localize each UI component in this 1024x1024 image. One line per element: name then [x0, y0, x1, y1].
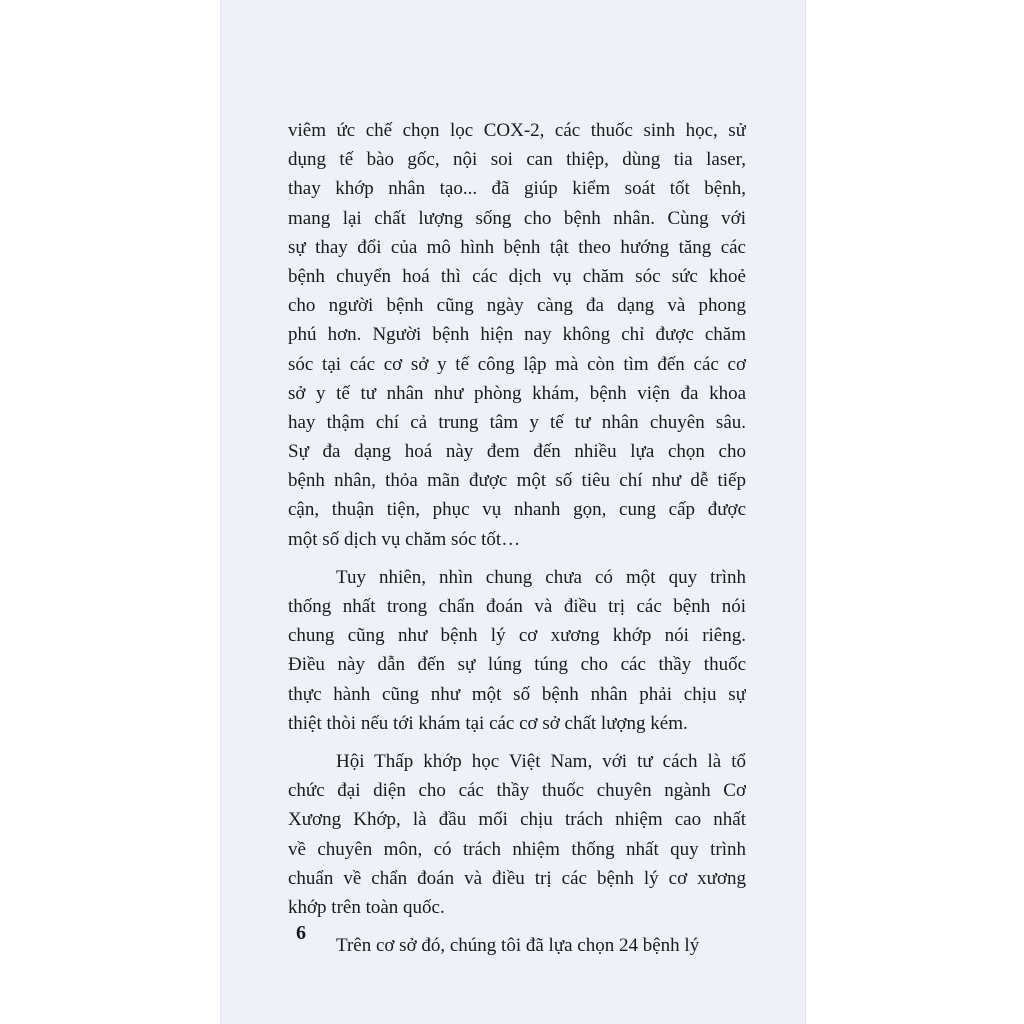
text-line: bệnh nhân, thỏa mãn được một số tiêu chí như dễ tiếp [288, 470, 746, 492]
text-line: khớp trên toàn quốc. [288, 896, 445, 918]
text-line: chức đại diện cho các thầy thuốc chuyên ngành Cơ [288, 780, 746, 802]
text-line: phú hơn. Người bệnh hiện nay không chỉ được chăm [288, 324, 746, 346]
text-line: về chuyên môn, có trách nhiệm thống nhất quy trình [288, 838, 746, 860]
text-line: Sự đa dạng hoá này đem đến nhiều lựa chọn cho [288, 441, 746, 463]
text-line: thay khớp nhân tạo... đã giúp kiểm soát tốt bệnh, [288, 178, 746, 200]
text-line: Tuy nhiên, nhìn chung chưa có một quy trình [336, 566, 746, 588]
text-line: chuẩn về chẩn đoán và điều trị các bệnh lý cơ xương [288, 867, 746, 889]
paragraph-gap [288, 738, 746, 747]
text-line: thiệt thòi nếu tới khám tại các cơ sở chất lượng kém. [288, 712, 688, 734]
paragraph [288, 116, 746, 554]
text-line: thực hành cũng như một số bệnh nhân phải chịu sự [288, 683, 746, 705]
text-line: sóc tại các cơ sở y tế công lập mà còn tìm đến các cơ [288, 353, 746, 375]
paragraph [288, 563, 746, 738]
text-line: Xương Khớp, là đầu mối chịu trách nhiệm cao nhất [288, 809, 746, 831]
text-line: một số dịch vụ chăm sóc tốt… [288, 528, 521, 550]
text-line: mang lại chất lượng sống cho bệnh nhân. Cùng với [288, 207, 746, 229]
text-line: dụng tế bào gốc, nội soi can thiệp, dùng tia laser, [288, 149, 746, 171]
page-number: 6 [296, 922, 306, 944]
book-page [220, 0, 806, 1024]
text-line: bệnh chuyển hoá thì các dịch vụ chăm sóc sức khoẻ [288, 265, 746, 287]
text-line: viêm ức chế chọn lọc COX-2, các thuốc sinh học, sử [288, 120, 746, 141]
text-line: Trên cơ sở đó, chúng tôi đã lựa chọn 24 bệnh lý [336, 935, 700, 957]
paragraph [288, 747, 746, 922]
text-line: thống nhất trong chẩn đoán và điều trị các bệnh nói [288, 596, 746, 617]
text-line: Hội Thấp khớp học Việt Nam, với tư cách là tổ [336, 750, 746, 772]
text-line: Điều này dẫn đến sự lúng túng cho các thầy thuốc [288, 654, 746, 676]
page-body-text [288, 116, 746, 960]
paragraph-gap [288, 922, 746, 931]
text-line: sự thay đổi của mô hình bệnh tật theo hướng tăng các [288, 236, 746, 258]
paragraph [288, 931, 746, 960]
text-line: cận, thuận tiện, phục vụ nhanh gọn, cung cấp được [288, 499, 746, 521]
text-line: chung cũng như bệnh lý cơ xương khớp nói riêng. [288, 625, 746, 647]
text-line: sở y tế tư nhân như phòng khám, bệnh viện đa khoa [288, 382, 746, 404]
paragraph-gap [288, 554, 746, 563]
text-line: cho người bệnh cũng ngày càng đa dạng và phong [288, 295, 746, 317]
text-line: hay thậm chí cả trung tâm y tế tư nhân chuyên sâu. [288, 411, 746, 433]
